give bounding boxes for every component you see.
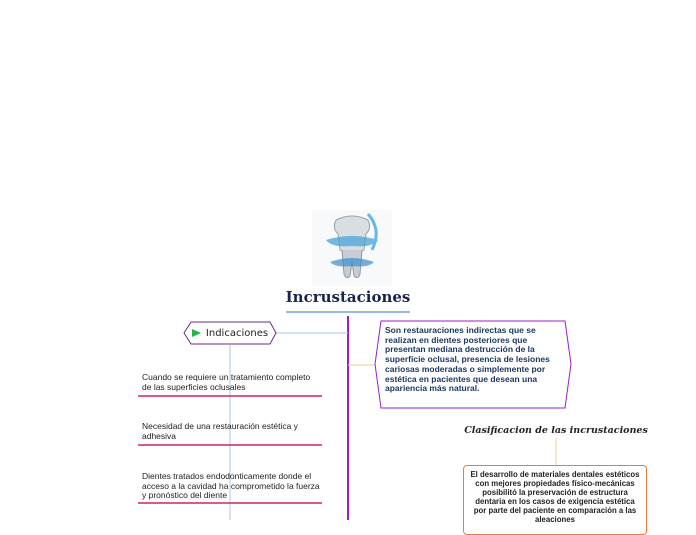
indicaciones-label: Indicaciones <box>205 327 269 339</box>
definicion-node[interactable]: Son restauraciones indirectas que se realizan en dientes posteriores que presentan mediana destrucción de la superficie oclusal, presencia de lesiones cariosas moderadas o simplemente por estética en pacientes que desean una apariencia más natural. <box>385 325 550 394</box>
indicacion-item-1[interactable]: Cuando se requiere un tratamiento completo de las superficies oclusales <box>142 372 311 392</box>
indicacion-item-2[interactable]: Necesidad de una restauración estética y adhesiva <box>142 421 298 441</box>
flag-icon <box>192 329 201 337</box>
indicaciones-node[interactable] <box>186 322 274 344</box>
central-topic-title[interactable]: Incrustaciones <box>285 288 411 306</box>
clasificacion-detail-box[interactable]: El desarrollo de materiales dentales estéticos con mejores propiedades físico-mecánicas posibilitó la preservación de estructura dentaria en los casos de exigencia estética por parte del paciente en comparación a las aleaciones <box>463 465 647 535</box>
clasificacion-title[interactable]: Clasificacion de las incrustaciones <box>464 425 648 436</box>
indicacion-item-3[interactable]: Dientes tratados endodonticamente donde el acceso a la cavidad ha comprometido la fuerza y pronóstico del diente <box>142 471 320 500</box>
tooth-image <box>312 210 392 286</box>
